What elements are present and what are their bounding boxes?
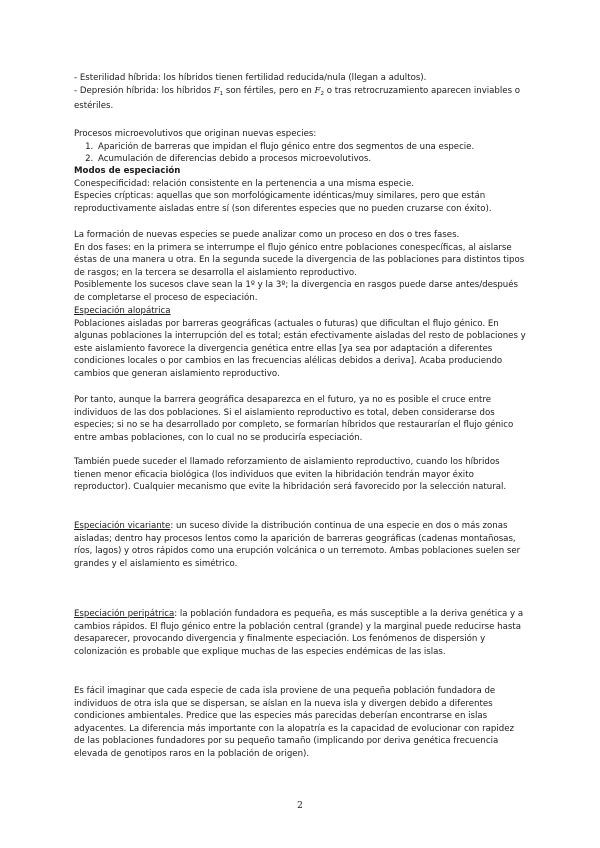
procesos-list-item: 1. Aparición de barreras que impidan el flujo génico entre dos segmentos de una especie.	[96, 141, 526, 154]
procesos-list-item: 2. Acumulación de diferencias debido a procesos microevolutivos.	[96, 153, 526, 166]
peripatrica-p2-block	[74, 685, 526, 761]
alopatrica-p3: También puede suceder el llamado reforzamiento de aislamiento reproductivo, cuando los híbridos tienen menor eficacia biológica (los individuos que eviten la hibridación tendrán mayor éxito reproductor). Cualquier mecanismo que evite la hibridación será favorecido por la selección natural.	[74, 457, 507, 493]
formacion-p3: Posiblemente los sucesos clave sean la 1º y la 3º; la divergencia en rasgos puede darse antes/después de completarse el proceso de especiación.	[74, 280, 519, 303]
peripatrica-text: : la población fundadora es pequeña, es más susceptible a la deriva genética y a cambios rápidos. El flujo génico entre la población central (grande) y la marginal puede reducirse hasta desaparecer, provocando divergencia y finalmente especiación. Los fenómenos de dispersión y colonización es probable que explique muchas de las especies endémicas de las islas.	[74, 609, 524, 657]
f1-symbol: F	[213, 85, 220, 96]
depresion-item	[74, 85, 526, 113]
alopatrica-p1: Poblaciones aisladas por barreras geográficas (actuales o futuras) que dificultan el flujo génico. En algunas poblaciones la interrupción del es total; están efectivamente aisladas del resto de poblaciones y este aislamiento favorece la divergencia genética entre ellas [ya sea por adaptación a diferentes condiciones locales o por cambios en las frecuencias alélicas debidos a deriva]. Acaba produciendo cambios que generan aislamiento reproductivo.	[74, 318, 526, 379]
peripatrica-p2: Es fácil imaginar que cada especie de cada isla proviene de una pequeña población fundadora de individuos de otra isla que se dispersan, se aíslan en la nueva isla y divergen debido a diferentes condiciones ambientales. Predice que las especies más parecidas deberían encontrarse en islas adyacentes. La diferencia más importante con la alopatría es la capacidad de evolucionar con rapidez de las poblaciones fundadores por su pequeño tamaño (implicando por deriva genética frecuencia elevada de genotipos raros en la población de origen).	[74, 686, 515, 759]
vicariante-heading: Especiación vicariante	[74, 521, 171, 531]
alopatrica-section	[74, 305, 526, 381]
depresion-text-a: - Depresión híbrida: los híbridos	[74, 85, 214, 96]
esterilidad-item: - Esterilidad híbrida: los híbridos tienen fertilidad reducida/nula (llegan a adultos).	[74, 73, 427, 83]
vicariante-section	[74, 520, 526, 570]
page-number: 2	[297, 801, 303, 811]
modos-section	[74, 165, 526, 215]
vicariante-text: : un suceso divide la distribución continua de una especie en dos o más zonas aisladas; dentro hay procesos lentos como la aparición de barreras geográficas (cadenas montañosas, ríos, lagos) y otros rápidos como una erupción volcánica o un terremoto. Ambas poblaciones suelen ser grandes y el aislamiento es simétrico.	[74, 521, 521, 569]
cripticas-def: Especies crípticas: aquellas que son morfológicamente idénticas/muy similares, pero que están reproductivamente aisladas entre sí (son diferentes especies que no pueden cruzarse con éxito).	[74, 191, 492, 214]
alopatrica-p2: Por tanto, aunque la barrera geográfica desaparezca en el futuro, ya no es posible el cruce entre individuos de las dos poblaciones. Si el aislamiento reproductivo es total, deben considerarse dos especies; si no se ha desarrollado por completo, se formarían híbridos que restaurarían el flujo génico entre ambas poblaciones, con lo cual no se produciría especiación.	[74, 395, 514, 443]
depresion-text-c: o tras retrocruzamiento aparecen inviables o estériles.	[74, 85, 521, 112]
f2-subscript: 2	[320, 90, 325, 97]
alopatrica-heading: Especiación alopátrica	[74, 306, 171, 316]
f2-symbol: F	[314, 85, 321, 96]
formacion-p2: En dos fases: en la primera se interrumpe el flujo génico entre poblaciones conespecíficas, al aislarse éstas de una manera u otra. En la segunda sucede la divergencia de las poblaciones para distintos tipos de rasgos; en la tercera se desarrolla el aislamiento reproductivo.	[74, 242, 525, 278]
vicariante-paragraph	[74, 520, 526, 570]
peripatrica-paragraph	[74, 608, 526, 658]
alopatrica-p2-block	[74, 394, 526, 444]
procesos-list	[74, 141, 526, 166]
hybrid-items	[74, 72, 526, 113]
procesos-section	[74, 128, 526, 166]
modos-heading: Modos de especiación	[74, 166, 181, 176]
alopatrica-p3-block	[74, 456, 526, 494]
depresion-text-b: son fértiles, pero en	[223, 85, 315, 96]
formacion-p1: La formación de nuevas especies se puede analizar como un proceso en dos o tres fases.	[74, 230, 460, 240]
peripatrica-section	[74, 608, 526, 658]
conespecificidad-def: Conespecificidad: relación consistente en la pertenencia a una misma especie.	[74, 178, 414, 189]
f1-subscript: 1	[219, 90, 224, 97]
peripatrica-heading: Especiación peripátrica	[74, 609, 175, 619]
procesos-intro: Procesos microevolutivos que originan nuevas especies:	[74, 129, 317, 139]
formacion-section	[74, 229, 526, 305]
